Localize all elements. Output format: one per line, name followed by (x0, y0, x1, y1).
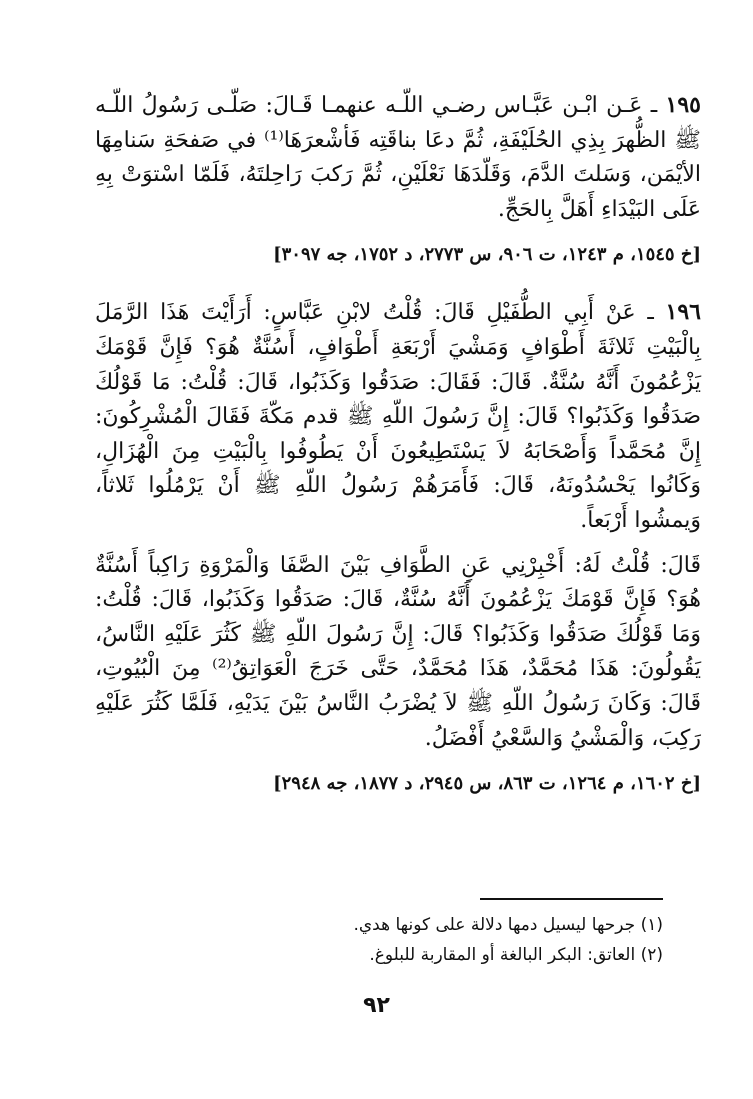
hadith-number: ١٩٥ (665, 92, 701, 118)
hadith-number: ١٩٦ (665, 299, 701, 326)
hadith-text: قَالَ: قُلْتُ لَهُ: أَخْبِرْنِي عَنِ الطَّوَافِ بَيْنَ الصَّفَا وَالْمَرْوَةِ رَاكِباً أَسُنَّةٌ هُوَ؟ فَإِنَّ قَوْمَكَ يَزْعُمُونَ أَنَّهُ سُنَّةٌ، قَالَ: صَدَقُوا وَكَذَبُوا، قَالَ: قُلْتُ: وَمَا قَوْلُكَ صَدَقُوا وَكَذَبُوا؟ قَالَ: إِنَّ رَسُولَ اللّهِ ﷺ كَثُرَ عَلَيْهِ النَّاسُ، يَقُولُونَ: هَذَا مُحَمَّدٌ، هَذَا مُحَمَّدٌ، حَتَّى خَرَجَ الْعَوَاتِقُ⁽²⁾ مِنَ الْبُيُوتِ، قَالَ: وَكَانَ رَسُولُ اللّهِ ﷺ لاَ يُضْرَبُ النَّاسُ بَيْنَ يَدَيْهِ، فَلَمَّا كَثُرَ عَلَيْهِ رَكِبَ، وَالْمَشْيُ وَالسَّعْيُ أَفْضَلُ. (95, 552, 701, 751)
page-number: ٩٢ (363, 993, 390, 1018)
footnote: (١) جرحها ليسيل دمها دلالة على كونها هدي. (353, 915, 663, 935)
hadith-text: ـ عَنْ أَبِي الطُّفَيْلِ قَالَ: قُلْتُ لابْنِ عَبَّاسٍ: أَرَأَيْتَ هَذَا الرَّمَلَ بِالْبَيْتِ ثَلاثَةَ أَطْوَافٍ وَمَشْيَ أَرْبَعَةِ أَطْوَافٍ، أَسُنَّةٌ هُوَ؟ فَإِنَّ قَوْمَكَ يَزْعُمُونَ أَنَّهُ سُنَّةٌ. قَالَ: فَقَالَ: صَدَقُوا وَكَذَبُوا، قَالَ: قُلْتُ: مَا قَوْلُكَ صَدَقُوا وَكَذَبُوا؟ قَالَ: إِنَّ رَسُولَ اللّهِ ﷺ قدم مَكّةَ فَقَالَ الْمُشْرِكُونَ: إِنَّ مُحَمَّداً وَأَصْحَابَهُ لاَ يَسْتَطِيعُونَ أَنْ يَطُوفُوا بِالْبَيْتِ مِنَ الْهُزَالِ، وَكَانُوا يَحْسُدُونَهُ، قَالَ: فَأَمَرَهُمْ رَسُولُ اللّهِ ﷺ أَنْ يَرْمُلُوا ثَلاثاً، وَيمشُوا أَرْبَعاً. (95, 300, 701, 533)
footnotes (95, 910, 663, 970)
hadith-citation: [خ ١٥٤٥، م ١٢٤٣، ت ٩٠٦، س ٢٧٧٣، د ١٧٥٢، جه ٣٠٩٧] (273, 244, 701, 266)
page-body (95, 88, 701, 824)
hadith-text: ـ عَـن ابْـن عَبَّـاس رضـي اللّـه عنهمـا قَـالَ: صَلّـى رَسُولُ اللّـه ﷺ الظُّهرَ بِذِي الحُلَيْفَةِ، ثُمَّ دعَا بناقَتِه فَأشْعرَهَا⁽¹⁾ في صَفحَةِ سَنامِهَا الأيْمَن، وَسَلتَ الدَّمَ، وَقَلّدَهَا نَعْلَيْنِ، ثُمَّ رَكبَ رَاحِلتَهُ، فَلَمّا اسْتوَتْ بِهِ عَلَى البَيْدَاءِ أَهَلَّ بِالحَجِّ. (95, 93, 701, 222)
hadith-196 (95, 295, 701, 538)
footnote: (٢) العاتق: البكر البالغة أو المقاربة للبلوغ. (369, 945, 663, 965)
hadith-citation: [خ ١٦٠٢، م ١٢٦٤، ت ٨٦٣، س ٢٩٤٥، د ١٨٧٧، جه ٢٩٤٨] (273, 773, 701, 795)
hadith-195 (95, 88, 701, 227)
footnote-divider (480, 898, 663, 900)
hadith-196-continued (95, 549, 701, 757)
